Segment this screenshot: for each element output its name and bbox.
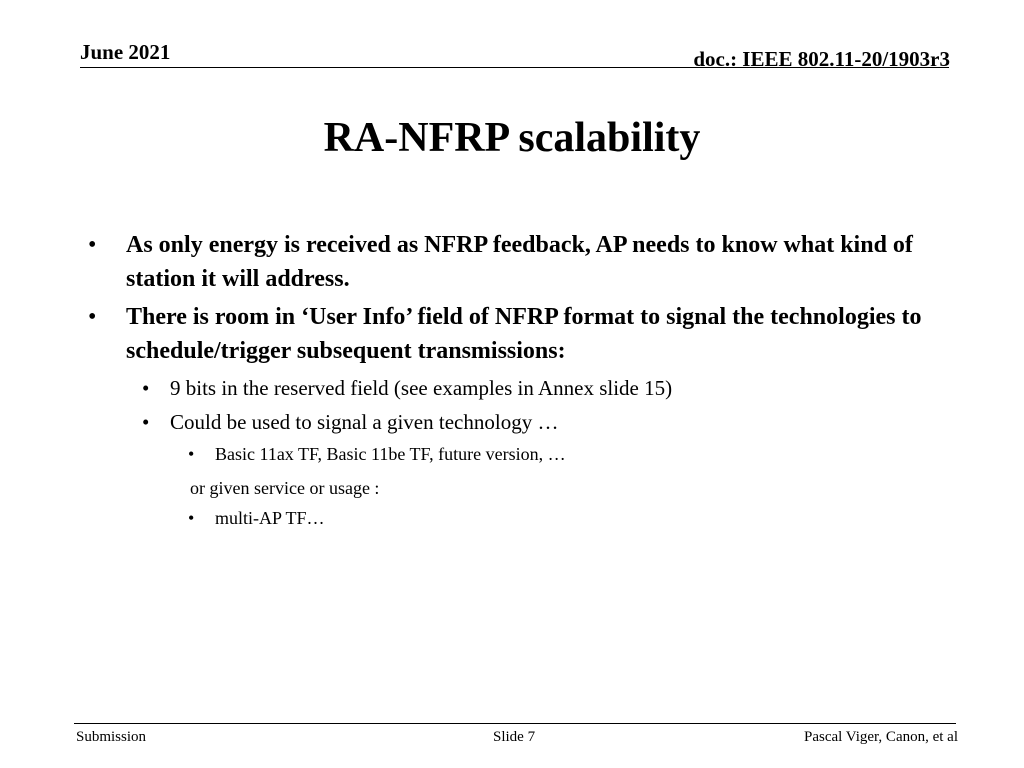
- bullet-icon: •: [188, 444, 195, 464]
- bullet-icon: •: [188, 508, 195, 528]
- slide-title: RA-NFRP scalability: [323, 115, 701, 161]
- sub-sub-bullet-item: [88, 506, 938, 530]
- plain-text-line: or given service or usage :: [190, 478, 380, 498]
- header-divider: [80, 67, 949, 68]
- bullet-item: [88, 300, 938, 368]
- bullet-text: As only energy is received as NFRP feedback, AP needs to know what kind of station it will address.: [126, 232, 913, 292]
- header-date: June 2021: [80, 40, 171, 64]
- sub-bullet-text: Could be used to signal a given technology …: [170, 410, 559, 434]
- sub-bullet-item: [88, 374, 938, 402]
- footer-divider: [74, 723, 956, 724]
- footer-authors: Pascal Viger, Canon, et al: [803, 729, 958, 745]
- sub-sub-bullet-item: [88, 442, 938, 466]
- sub-bullet-text: 9 bits in the reserved field (see examples in Annex slide 15): [170, 376, 673, 400]
- bullet-item: [88, 228, 938, 296]
- header-doc-id: doc.: IEEE 802.11-20/1903r3: [693, 47, 950, 71]
- footer-submission: Submission: [76, 729, 147, 745]
- slide-content: [88, 228, 938, 536]
- sub-sub-bullet-text: Basic 11ax TF, Basic 11be TF, future version, …: [215, 444, 566, 464]
- bullet-icon: •: [142, 376, 150, 400]
- sub-sub-bullet-text: multi-AP TF…: [215, 508, 325, 528]
- bullet-icon: •: [88, 232, 97, 258]
- bullet-icon: •: [142, 410, 150, 434]
- bullet-icon: •: [88, 304, 97, 330]
- bullet-text: There is room in ‘User Info’ field of NFRP format to signal the technologies to schedule/trigger subsequent transmissions:: [126, 304, 922, 364]
- sub-bullet-item: [88, 408, 938, 436]
- footer-slide-number: Slide 7: [493, 729, 536, 745]
